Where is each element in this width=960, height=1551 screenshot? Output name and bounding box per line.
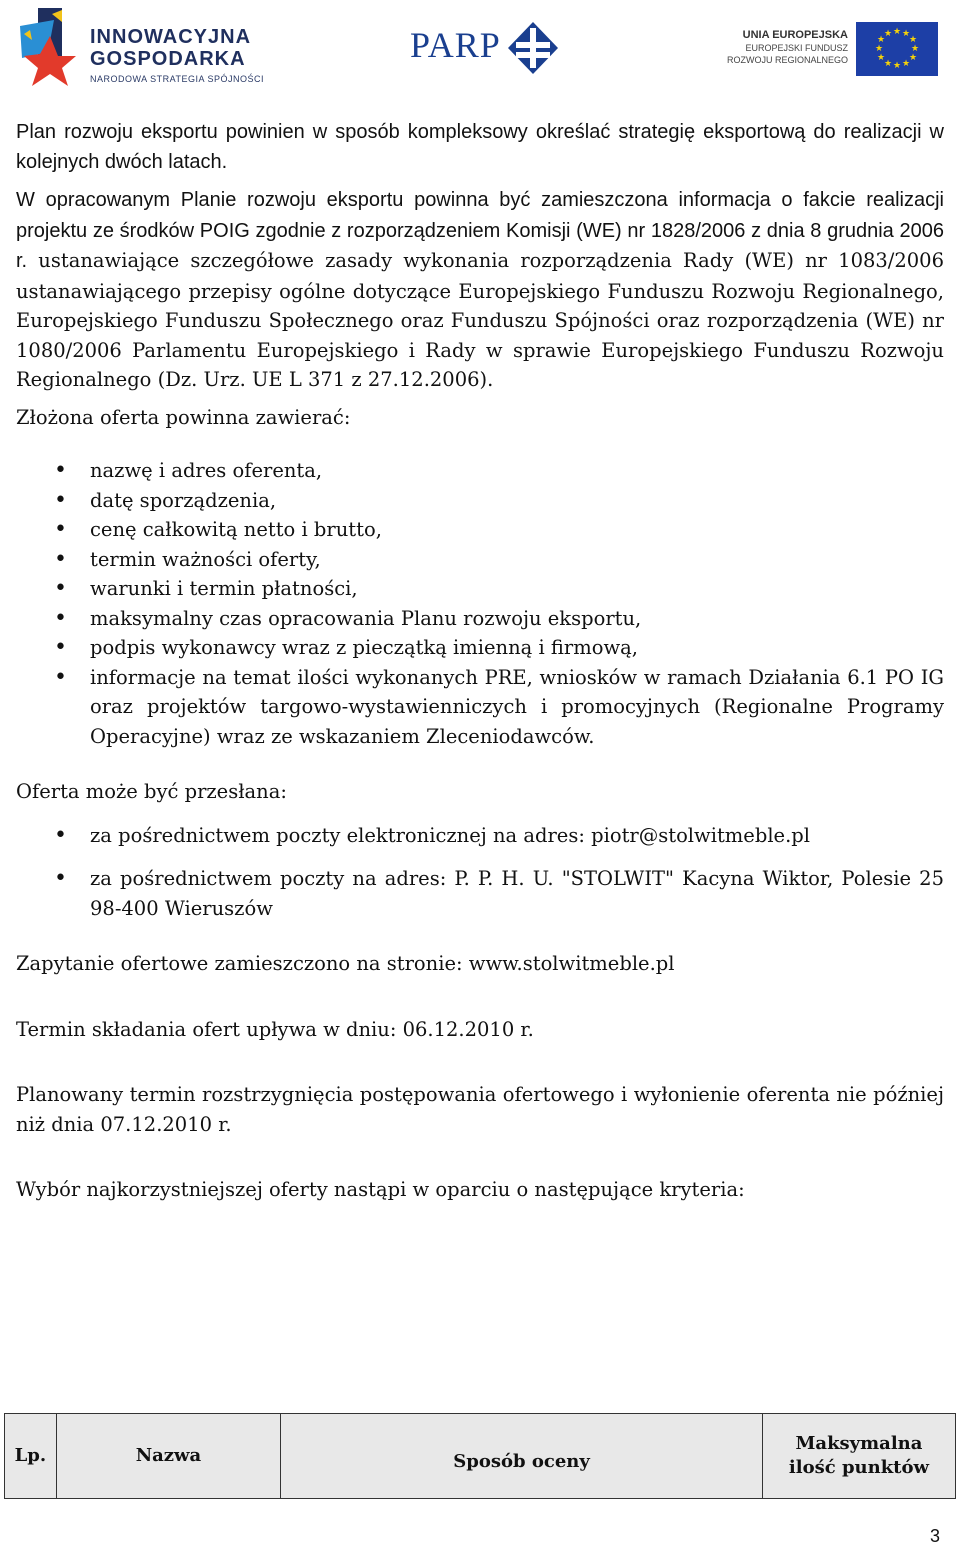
ig-logo-line1: INNOWACYJNA [90,26,252,48]
parp-logo [410,20,560,80]
paragraph-poig-info [16,185,944,395]
svg-text:★: ★ [874,44,884,54]
svg-text:★: ★ [910,44,920,54]
ig-logo-line3: NARODOWA STRATEGIA SPÓJNOŚCI [90,74,265,84]
send-methods-list [16,821,944,924]
svg-text:★: ★ [883,29,893,39]
paragraph-offer-contents-intro: Złożona oferta powinna zawierać: [16,405,351,429]
paragraph-website: Zapytanie ofertowe zamieszczono na stronie: www.stolwitmeble.pl [16,952,675,975]
svg-text:★: ★ [901,59,911,69]
svg-text:★: ★ [908,35,918,45]
page-header [0,0,960,100]
ig-logo-line2: GOSPODARKA [90,48,246,70]
eu-logo [716,22,944,82]
parp-diamond-icon [506,20,560,76]
list-item: • nazwę i adres oferenta, [16,456,944,486]
svg-text:★: ★ [892,61,902,71]
svg-text:★: ★ [908,53,918,63]
list-item: • za pośrednictwem poczty na adres: P. P. H. U. "STOLWIT" Kacyna Wiktor, Polesie 25 98-400 Wieruszów [16,864,944,923]
svg-text:★: ★ [876,35,886,45]
list-item: • maksymalny czas opracowania Planu rozwoju eksportu, [16,604,944,634]
paragraph-poig-info-part2: ustanawiające szczegółowe zasady wykonania rozporządzenia Rady (WE) nr 1083/2006 ustanawiającego przepisy ogólne dotyczące Europejskiego Funduszu Rozwoju Regionalnego, Europejskiego Funduszu Społecznego oraz Funduszu Spójności oraz rozporządzenia (WE) nr 1080/2006 Parlamentu Europejskiego i Rady w sprawie Europejskiego Funduszu Rozwoju Regionalnego (Dz. Urz. UE L 371 z 27.12.2006). [16,249,944,391]
table-header-row [5,1414,956,1499]
header-lp: Lp. [5,1414,57,1499]
eu-logo-line3: ROZWOJU REGIONALNEGO [726,55,848,65]
paragraph-decision-date: Planowany termin rozstrzygnięcia postępowania ofertowego i wyłonienie oferenta nie później niż dnia 07.12.2010 r. [16,1083,944,1136]
list-item: • datę sporządzenia, [16,486,944,516]
header-name: Nazwa [56,1414,280,1499]
eu-logo-line1: UNIA EUROPEJSKA [742,29,848,41]
svg-text:★: ★ [892,27,902,37]
svg-text:★: ★ [876,53,886,63]
criteria-table [4,1413,956,1499]
list-item: • informacje na temat ilości wykonanych PRE, wniosków w ramach Działania 6.1 PO IG oraz projektów targowo-wystawienniczych i promocyjnych (Regionalne Programy Operacyjne) wraz ze wskazaniem Zleceniodawców. [16,663,944,752]
list-item: • termin ważności oferty, [16,545,944,575]
ig-star-emblem-icon [18,6,78,88]
paragraph-export-plan: Plan rozwoju eksportu powinien w sposób kompleksowy określać strategię eksportową do realizacji w kolejnych dwóch latach. [16,121,944,173]
svg-text:★: ★ [883,59,893,69]
paragraph-poig-info-part1: W opracowanym Planie rozwoju eksportu powinna być zamieszczona informacja o fakcie realizacji projektu ze środków POIG zgodnie z rozporządzeniem Komisji (WE) nr 1828/2006 z dnia 8 grudnia 2006 r. [16,189,944,272]
paragraph-criteria-intro: Wybór najkorzystniejszej oferty nastąpi w oparciu o następujące kryteria: [16,1178,745,1201]
list-item: • za pośrednictwem poczty elektronicznej na adres: piotr@stolwitmeble.pl [16,821,944,851]
svg-text:★: ★ [901,29,911,39]
list-item: • warunki i termin płatności, [16,574,944,604]
list-item: • cenę całkowitą netto i brutto, [16,515,944,545]
innowacyjna-gospodarka-logo [18,6,278,88]
paragraph-deadline: Termin składania ofert upływa w dniu: 06.12.2010 r. [16,1017,534,1041]
header-max-points: Maksymalna ilość punktów [762,1414,955,1499]
list-item: • podpis wykonawcy wraz z pieczątką imienną i firmową, [16,633,944,663]
header-evaluation-method: Sposób oceny [281,1414,763,1499]
document-body [16,118,944,1205]
eu-flag-icon [856,22,938,76]
offer-contents-list [16,456,944,751]
parp-logo-text: PARP [410,25,501,65]
eu-logo-line2: EUROPEJSKI FUNDUSZ [745,43,848,53]
page-number: 3 [930,1526,941,1546]
paragraph-send-intro: Oferta może być przesłana: [16,780,287,803]
